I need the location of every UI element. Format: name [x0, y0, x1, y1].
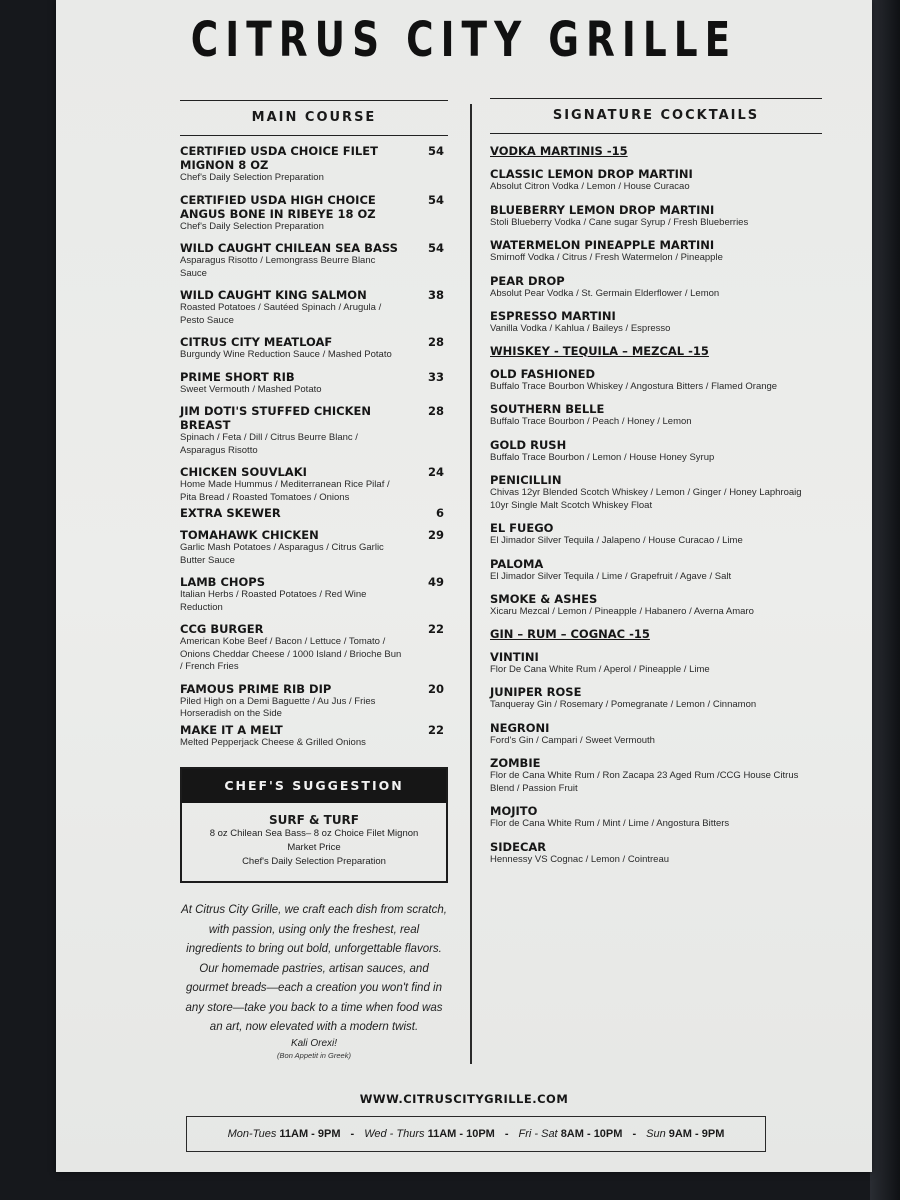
cocktails-column — [490, 98, 822, 866]
cocktail-description: Smirnoff Vodka / Citrus / Fresh Watermelon / Pineapple — [490, 252, 723, 263]
chef-suggestion-note: Chef's Daily Selection Preparation — [242, 856, 386, 867]
menu-item-name: CITRUS CITY MEATLOAF — [180, 335, 333, 349]
cocktail-description: Buffalo Trace Bourbon / Peach / Honey / Lemon — [490, 416, 692, 427]
menu-item-description: Asparagus Risotto / Lemongrass Beurre Blanc Sauce — [180, 255, 376, 279]
cocktail-name: ESPRESSO MARTINI — [490, 309, 616, 323]
hours-time: 11AM - 9PM — [279, 1128, 341, 1140]
menu-item-description: Chef's Daily Selection Preparation — [180, 220, 324, 232]
hours-separator: - — [632, 1128, 637, 1140]
menu-item — [180, 622, 448, 674]
menu-item-price: 22 — [427, 722, 444, 737]
restaurant-title: CITRUS CITY GRILLE — [190, 12, 738, 68]
cocktail-name: WATERMELON PINEAPPLE MARTINI — [490, 238, 715, 252]
cocktail-name: MOJITO — [490, 804, 538, 818]
cocktail-item — [490, 592, 822, 619]
menu-item-description: Home Made Hummus / Mediterranean Rice Pilaf / Pita Bread / Roasted Tomatoes / Onions — [180, 479, 390, 503]
menu-item-name: CHICKEN SOUVLAKI — [180, 465, 307, 479]
menu-item-description: Chef's Daily Selection Preparation — [180, 172, 324, 183]
cocktail-item — [490, 473, 822, 512]
menu-item — [180, 682, 448, 721]
hours-time: 9AM - 9PM — [668, 1128, 725, 1140]
menu-item-name: JIM DOTI'S STUFFED CHICKEN BREAST — [180, 404, 372, 432]
hours-entry — [228, 1128, 341, 1140]
menu-item — [180, 528, 448, 567]
cocktail-item — [490, 804, 822, 831]
menu-item-description: Piled High on a Demi Baguette / Au Jus / Fries Horseradish on the Side — [180, 695, 376, 719]
cocktail-description: El Jimador Silver Tequila / Lime / Grapefruit / Agave / Salt — [490, 570, 732, 582]
hours-entry — [646, 1128, 724, 1140]
menu-item-name: MAKE IT A MELT — [180, 722, 283, 737]
cocktail-name: CLASSIC LEMON DROP MARTINI — [490, 167, 693, 181]
cocktail-category-heading: VODKA MARTINIS -15 — [490, 144, 628, 158]
cocktail-description: Absolut Pear Vodka / St. Germain Elderflower / Lemon — [490, 287, 720, 299]
chef-suggestion-price: Market Price — [287, 842, 341, 853]
cocktail-item — [490, 650, 822, 677]
menu-item-description: Spinach / Feta / Dill / Citrus Beurre Blanc / Asparagus Risotto — [180, 432, 358, 456]
cocktail-description: Flor De Cana White Rum / Aperol / Pineapple / Lime — [490, 663, 710, 675]
cocktail-item — [490, 203, 822, 230]
menu-item-price: 20 — [427, 681, 444, 696]
cocktail-name: VINTINI — [490, 649, 539, 664]
cocktail-item — [490, 438, 822, 465]
cocktail-category-heading: WHISKEY - TEQUILA – MEZCAL -15 — [490, 343, 709, 358]
cocktail-item — [490, 167, 822, 194]
chef-suggestion-heading: CHEF'S SUGGESTION — [182, 769, 446, 803]
background-edge — [870, 0, 900, 1200]
hours-days: Mon-Tues — [227, 1128, 277, 1140]
cocktail-name: ZOMBIE — [490, 756, 541, 770]
menu-item-name: FAMOUS PRIME RIB DIP — [180, 681, 332, 696]
cocktail-name: SMOKE & ASHES — [490, 592, 598, 606]
cocktail-description: Buffalo Trace Bourbon / Lemon / House Honey Syrup — [490, 451, 715, 463]
menu-item — [180, 241, 448, 280]
menu-item — [180, 144, 448, 185]
hours-time: 11AM - 10PM — [427, 1128, 495, 1140]
cocktail-description: Ford's Gin / Campari / Sweet Vermouth — [490, 734, 655, 746]
cocktail-name: SOUTHERN BELLE — [490, 402, 605, 416]
menu-item-name: LAMB CHOPS — [180, 575, 265, 589]
cocktail-description: Vanilla Vodka / Kahlua / Baileys / Espresso — [490, 323, 671, 334]
menu-item-name: CERTIFIED USDA HIGH CHOICE ANGUS BONE IN RIBEYE 18 OZ — [180, 192, 376, 221]
hours-separator: - — [350, 1128, 355, 1140]
main-course-column — [180, 100, 448, 1060]
cocktail-item — [490, 274, 822, 301]
menu-item-price: 54 — [427, 144, 444, 158]
menu-item-price: 29 — [427, 528, 444, 542]
cocktail-description: Absolut Citron Vodka / Lemon / House Curacao — [490, 181, 690, 192]
cocktail-item — [490, 367, 822, 394]
cocktail-name: PALOMA — [490, 556, 544, 571]
menu-item-description: American Kobe Beef / Bacon / Lettuce / Tomato / Onions Cheddar Cheese / 1000 Island / Brioche Bun / French Fries — [180, 636, 402, 672]
menu-item-description: Burgundy Wine Reduction Sauce / Mashed Potato — [180, 349, 392, 360]
hours-time: 8AM - 10PM — [560, 1128, 623, 1140]
menu-item-name: PRIME SHORT RIB — [180, 369, 295, 384]
chef-suggestion-dish: SURF & TURF — [268, 813, 359, 827]
hours-entry — [519, 1128, 623, 1140]
menu-item-description: Melted Pepperjack Cheese & Grilled Onions — [180, 736, 366, 748]
cocktail-name: EL FUEGO — [490, 521, 554, 535]
cocktail-category-heading: GIN – RUM – COGNAC -15 — [490, 626, 650, 641]
cocktail-item — [490, 309, 822, 336]
chef-suggestion-box — [180, 767, 448, 883]
cocktail-description: Hennessy VS Cognac / Lemon / Cointreau — [490, 853, 670, 865]
menu-item-price: 28 — [427, 404, 444, 418]
menu-item-price: 49 — [427, 575, 444, 589]
story-signoff-translation: (Bon Appetit in Greek) — [277, 1050, 351, 1060]
hours-separator: - — [504, 1128, 509, 1140]
cocktail-item — [490, 840, 822, 867]
menu-item-description: Sweet Vermouth / Mashed Potato — [180, 383, 322, 395]
cocktail-description: El Jimador Silver Tequila / Jalapeno / House Curacao / Lime — [490, 535, 743, 546]
cocktail-name: PEAR DROP — [490, 273, 565, 288]
hours-days: Sun — [646, 1128, 666, 1140]
menu-item — [180, 370, 448, 397]
menu-item-name: CCG BURGER — [180, 622, 264, 636]
menu-item-price: 54 — [427, 192, 444, 207]
menu-item — [180, 404, 448, 457]
menu-item — [180, 506, 448, 520]
cocktail-item — [490, 685, 822, 712]
hours-bar — [186, 1116, 766, 1152]
hours-entry — [364, 1128, 495, 1140]
hours-days: Fri - Sat — [518, 1128, 558, 1140]
cocktail-description: Stoli Blueberry Vodka / Cane sugar Syrup / Fresh Blueberries — [490, 216, 749, 228]
menu-item-description: Roasted Potatoes / Sautéed Spinach / Arugula / Pesto Sauce — [180, 302, 382, 326]
cocktail-list — [490, 144, 822, 866]
menu-item — [180, 723, 448, 750]
cocktail-name: SIDECAR — [490, 839, 547, 854]
menu-item — [180, 193, 448, 234]
menu-item-price: 28 — [427, 335, 444, 349]
column-divider — [470, 104, 472, 1064]
main-course-heading: MAIN COURSE — [180, 100, 448, 136]
main-course-list — [180, 144, 448, 749]
menu-item-name: WILD CAUGHT KING SALMON — [180, 288, 367, 302]
cocktails-heading: SIGNATURE COCKTAILS — [490, 98, 822, 134]
menu-item — [180, 288, 448, 327]
cocktail-name: NEGRONI — [490, 720, 550, 735]
menu-item-name: CERTIFIED USDA CHOICE FILET MIGNON 8 OZ — [180, 144, 378, 172]
menu-item — [180, 465, 448, 504]
hours-days: Wed - Thurs — [364, 1128, 425, 1140]
menu-page — [56, 0, 872, 1172]
cocktail-item — [490, 721, 822, 748]
menu-item — [180, 335, 448, 362]
cocktail-item — [490, 238, 822, 265]
cocktail-item — [490, 402, 822, 429]
cocktail-description: Chivas 12yr Blended Scotch Whiskey / Lemon / Ginger / Honey Laphroaig 10yr Single Malt Scotch Whiskey Float — [490, 487, 802, 511]
cocktail-description: Flor de Cana White Rum / Mint / Lime / Angostura Bitters — [490, 818, 730, 829]
menu-item-price: 38 — [427, 288, 444, 302]
story-text: At Citrus City Grille, we craft each dish from scratch, with passion, using only the freshest, real ingredients to bring out bold, unforgettable flavors. Our homemade pastries, artisan sauces, and gourmet breads—each a creation you won't find in any store—take you back to a time when food was an art, now elevated with a modern twist. — [181, 904, 447, 1033]
cocktail-description: Xicaru Mezcal / Lemon / Pineapple / Habanero / Averna Amaro — [490, 606, 754, 617]
menu-item — [180, 575, 448, 614]
menu-item-price: 33 — [427, 369, 444, 384]
cocktail-item — [490, 557, 822, 584]
menu-item-price: 54 — [427, 241, 444, 255]
menu-item-name: WILD CAUGHT CHILEAN SEA BASS — [180, 241, 398, 255]
cocktail-name: JUNIPER ROSE — [490, 685, 582, 699]
chef-suggestion-line: 8 oz Chilean Sea Bass– 8 oz Choice Filet Mignon — [209, 828, 419, 839]
menu-item-name: EXTRA SKEWER — [180, 506, 281, 520]
cocktail-item — [490, 756, 822, 795]
story-signoff: Kali Orexi! — [290, 1037, 338, 1049]
menu-item-name: TOMAHAWK CHICKEN — [180, 528, 319, 542]
menu-item-description: Garlic Mash Potatoes / Asparagus / Citrus Garlic Butter Sauce — [180, 542, 384, 566]
cocktail-name: PENICILLIN — [490, 473, 562, 487]
cocktail-description: Buffalo Trace Bourbon Whiskey / Angostura Bitters / Flamed Orange — [490, 380, 778, 392]
cocktail-name: BLUEBERRY LEMON DROP MARTINI — [490, 202, 715, 217]
menu-item-price: 22 — [427, 622, 444, 636]
menu-item-description: Italian Herbs / Roasted Potatoes / Red Wine Reduction — [180, 589, 367, 613]
cocktail-name: GOLD RUSH — [490, 437, 567, 452]
cocktail-item — [490, 521, 822, 548]
menu-item-price: 24 — [427, 465, 444, 479]
cocktail-description: Flor de Cana White Rum / Ron Zacapa 23 Aged Rum /CCG House Citrus Blend / Passion Fruit — [490, 770, 799, 794]
cocktail-description: Tanqueray Gin / Rosemary / Pomegranate / Lemon / Cinnamon — [490, 699, 757, 710]
cocktail-name: OLD FASHIONED — [490, 366, 596, 381]
menu-item-price: 6 — [435, 506, 444, 520]
website-link[interactable]: WWW.CITRUSCITYGRILLE.COM — [359, 1092, 569, 1106]
